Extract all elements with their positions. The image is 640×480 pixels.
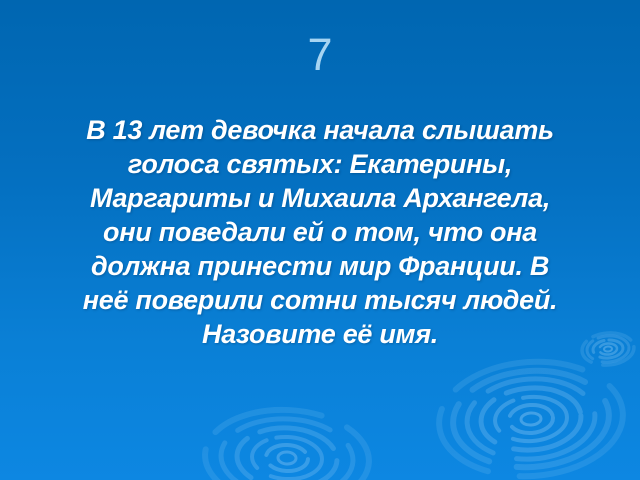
question-text-line: В 13 лет девочка начала слышать <box>86 115 554 145</box>
water-ripple-bottom-icon <box>203 406 372 480</box>
question-text-line: они поведали ей о том, что она <box>103 217 537 247</box>
question-text-line: должна принести мир Франции. В <box>90 251 550 281</box>
question-text <box>40 113 600 351</box>
question-text-line: Маргариты и Михаила Архангела, <box>89 183 551 213</box>
water-ripple-large-icon <box>435 356 627 480</box>
question-text-line: голоса святых: Екатерины, <box>127 149 513 179</box>
slide-number: 7 <box>307 29 333 80</box>
question-text-line: Назовите её имя. <box>202 319 438 349</box>
question-text-line: неё поверили сотни тысяч людей. <box>82 285 558 315</box>
